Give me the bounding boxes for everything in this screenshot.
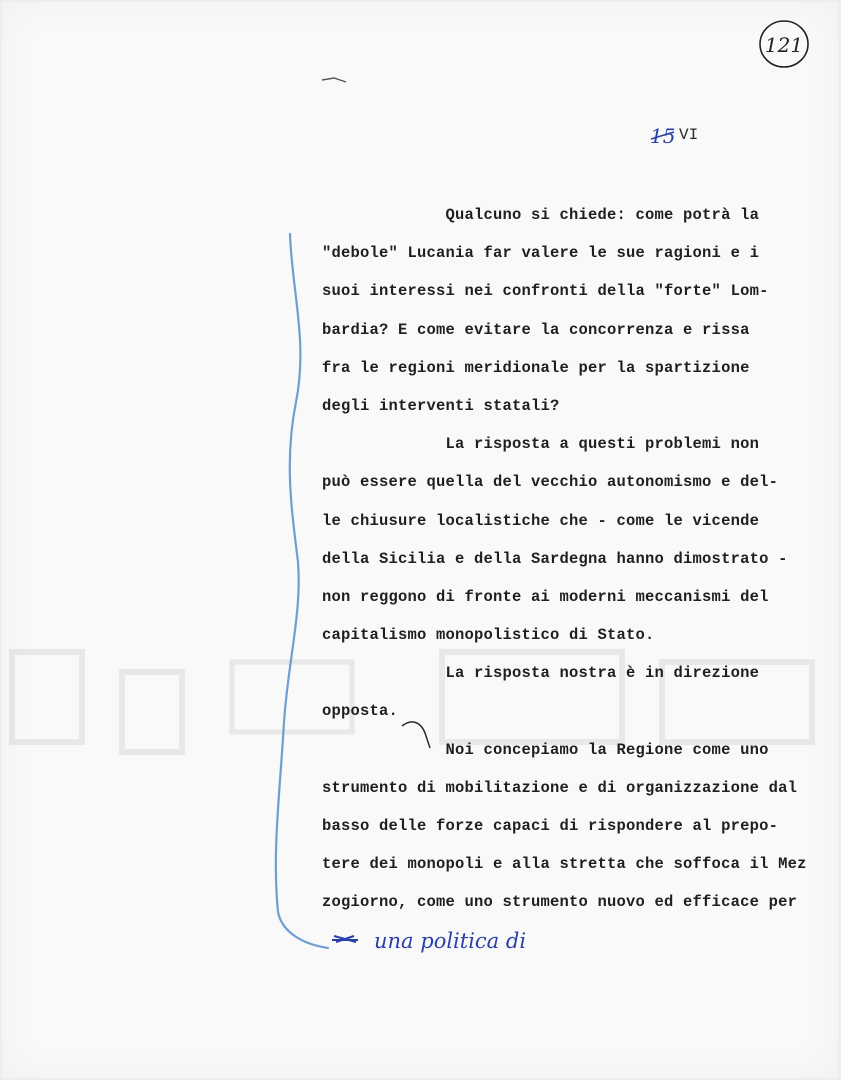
- archive-number: 121: [764, 33, 804, 57]
- text-line: La risposta nostra è in direzione: [322, 664, 760, 683]
- handwritten-note: [332, 922, 542, 962]
- handwritten-page-number: [648, 121, 678, 149]
- text-line: Noi concepiamo la Regione come uno: [322, 740, 769, 759]
- text-line: degli interventi statali?: [322, 396, 560, 415]
- text-line: Qualcuno si chiede: come potrà la: [322, 206, 760, 224]
- text-line: della Sicilia e della Sardegna hanno dimostrato -: [322, 549, 788, 568]
- svg-text:15: 15: [650, 124, 676, 148]
- page-number: [648, 120, 698, 150]
- text-line: suoi interessi nei confronti della "forte" Lom-: [322, 282, 769, 301]
- text-line: tere dei monopoli e alla stretta che soffoca il Mez: [322, 855, 807, 874]
- stray-mark: [320, 72, 350, 86]
- text-line: non reggono di fronte ai moderni meccanismi del: [322, 587, 769, 606]
- text-line: fra le regioni meridionale per la spartizione: [322, 358, 750, 377]
- text-line: La risposta a questi problemi non: [322, 435, 760, 454]
- text-line: capitalismo monopolistico di Stato.: [322, 626, 655, 645]
- typewritten-text: [322, 196, 812, 922]
- text-line: opposta.: [322, 702, 399, 721]
- document-page: [2, 2, 838, 1078]
- text-line: può essere quella del vecchio autonomismo e del-: [322, 473, 779, 492]
- archive-number-stamp: [756, 16, 812, 72]
- text-line: le chiusure localistiche che - come le vicende: [322, 511, 760, 530]
- text-line: basso delle forze capaci di rispondere al prepo-: [322, 817, 779, 835]
- text-line: "debole" Lucania far valere le sue ragioni e i: [322, 244, 760, 263]
- scribble-mark: [332, 936, 358, 942]
- text-line: strumento di mobilitazione e di organizzazione dal: [322, 778, 798, 797]
- typed-page-number: VI: [679, 126, 699, 144]
- circled-number-icon: [756, 16, 812, 72]
- handwritten-note-text: una politica di: [374, 929, 527, 953]
- text-line: bardia? E come evitare la concorrenza e rissa: [322, 320, 750, 339]
- text-line: zogiorno, come uno strumento nuovo ed efficace per: [322, 893, 798, 912]
- handwritten-note-svg: [332, 922, 542, 962]
